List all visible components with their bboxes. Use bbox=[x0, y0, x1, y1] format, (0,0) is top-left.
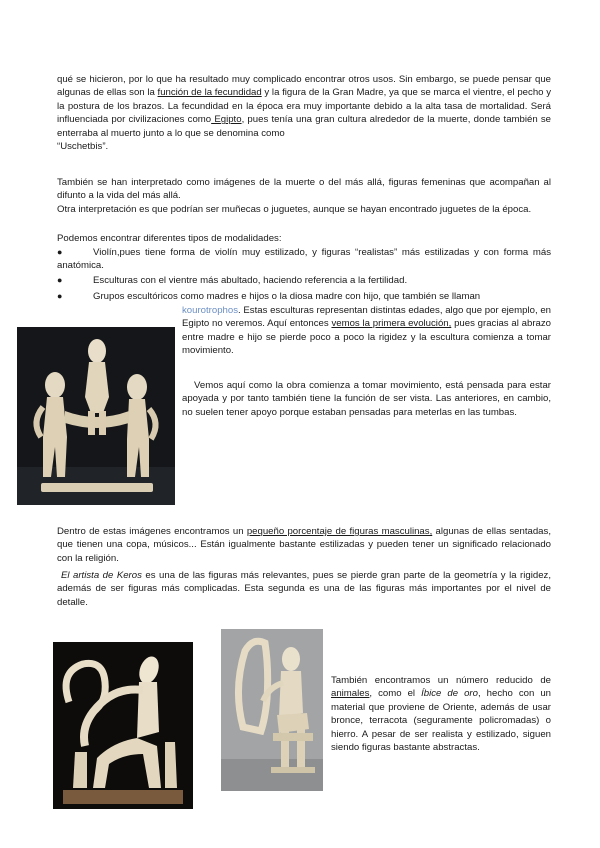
text-span: algunas de ellas sentadas, que tienen una copa, músicos... Están igualmente bastante estilizadas y pueden tener un significado relacionado con la religión. bbox=[57, 526, 551, 564]
bullet-item-vientre: Esculturas con el vientre más abultado, haciendo referencia a la fertilidad. bbox=[93, 275, 408, 286]
kourotrophos-sculpture-icon bbox=[17, 327, 175, 505]
paragraph-masculinas bbox=[57, 525, 551, 565]
bullet-icon: ● bbox=[57, 247, 63, 257]
underlined-animales: animales bbox=[331, 688, 370, 700]
paragraph-fecundidad bbox=[57, 73, 551, 153]
text-span: pues gracias al abrazo entre madre e hijo se pierde poco a poco la rigidez y la escultura comienza a tomar movimiento. bbox=[182, 318, 551, 357]
paragraph-modalidades: Podemos encontrar diferentes tipos de modalidades: bbox=[57, 233, 282, 244]
underlined-evolucion: vemos la primera evolución, bbox=[331, 318, 452, 330]
text-span: . Estas esculturas representan distintas edades, algo que por ejemplo, en Egipto no veremos. Aquí entonces bbox=[182, 305, 551, 330]
text-span: Dentro de estas imágenes encontramos un bbox=[57, 526, 247, 537]
bullet-icon: ● bbox=[57, 291, 63, 301]
paragraph-movimiento: Vemos aquí como la obra comienza a tomar movimiento, está pensada para estar apoyada y por tanto también tiene la función de ser vista. Las anteriores, en cambio, no suelen tener apoyo porque estaban pensadas para meterlas en las tumbas. bbox=[182, 380, 551, 418]
italic-keros: El artista de Keros bbox=[61, 570, 142, 581]
text-span: “Uschetbis”. bbox=[57, 141, 109, 153]
paragraph-animales bbox=[331, 674, 551, 754]
italic-ibice: Íbice de oro bbox=[421, 688, 478, 700]
keros-seated-figure-image bbox=[53, 642, 193, 809]
text-span: qué se hicieron, por lo que ha resultado muy complicado encontrar otros usos. Sin embargo, se puede pensar que algunas de ellas son la bbox=[57, 74, 551, 99]
paragraph-munecas: Otra interpretación es que podrían ser muñecas o juguetes, aunque se hayan encontrado juguetes de la época. bbox=[57, 204, 532, 215]
text-span: , pues tenía una gran cultura alrededor de la muerte, donde también se enterraba al muerto junto a lo que se denomina como bbox=[57, 114, 552, 139]
bullet-icon: ● bbox=[57, 275, 63, 285]
paragraph-keros bbox=[57, 569, 551, 609]
text-span: , hecho con un material que proviene de Oriente, además de usar bronce, terracota (seguramente policromadas) o hierro. A pesar de ser realista y estilizado, siguen siendo figuras bastante abstractas. bbox=[331, 688, 551, 754]
harp-player-image bbox=[221, 629, 323, 791]
paragraph-muerte: También se han interpretado como imágenes de la muerte o del más allá, figuras femeninas que acompañan al difunto a la vida del más allá. bbox=[57, 177, 551, 202]
text-span: y la figura de la Gran Madre, ya que se marca el vientre, el pecho y la postura de los brazos. La fecundidad en la época era muy importante debido a la alta tasa de mortalidad. Será influenciada por civilizaciones como bbox=[57, 87, 551, 126]
text-span: es una de las figuras más relevantes, pues se pierde gran parte de la geometría y la rigidez, además de ser figuras más complicadas. Esta segunda es una de las figuras más importantes por el nivel de detalle. bbox=[57, 570, 551, 608]
bullet-item-grupos: Grupos escultóricos como madres e hijos o la diosa madre con hijo, que también se llaman bbox=[93, 291, 481, 302]
seated-figure-icon bbox=[53, 642, 193, 809]
harp-player-icon bbox=[221, 629, 323, 791]
kourotrophos-sculpture-image bbox=[17, 327, 175, 505]
text-span: , como el bbox=[369, 688, 422, 700]
bullet-item-violin: Violín,pues tiene forma de violín muy estilizado, y figuras “realistas” más estilizadas y con forma más anatómica. bbox=[57, 247, 551, 272]
kourotrophos-link[interactable]: kourotrophos bbox=[182, 305, 238, 316]
underlined-masculinas: pequeño porcentaje de figuras masculinas, bbox=[246, 526, 433, 537]
underlined-egipto: Egipto bbox=[211, 114, 242, 126]
paragraph-kourotrophos bbox=[182, 304, 551, 358]
underlined-fecundidad: función de la fecundidad bbox=[157, 87, 262, 99]
text-span: También encontramos un número reducido de bbox=[331, 675, 551, 686]
